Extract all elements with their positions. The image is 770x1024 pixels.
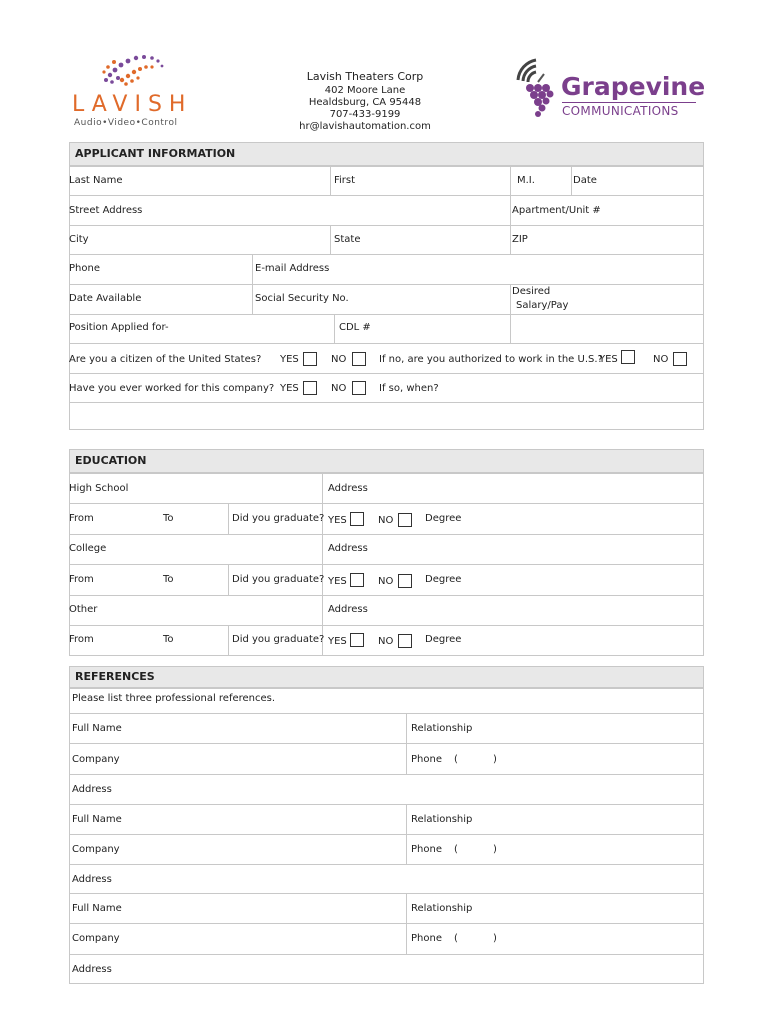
ref2-relationship-label: Relationship — [411, 814, 473, 825]
position-label: Position Applied for- — [69, 322, 169, 333]
other-address-label: Address — [328, 604, 368, 615]
college-label: College — [69, 543, 107, 554]
other-degree-label: Degree — [425, 634, 462, 645]
ref3-paren-close: ) — [493, 933, 497, 944]
ref3-phone-label: Phone — [411, 933, 442, 944]
ref1-company-label: Company — [72, 754, 120, 765]
ref2-paren-open: ( — [454, 844, 458, 855]
citizen-yes-label: YES — [280, 354, 299, 365]
other-no-checkbox[interactable] — [398, 634, 412, 648]
company-city: Healdsburg, CA 95448 — [308, 97, 422, 108]
ref2-full-name-label: Full Name — [72, 814, 122, 825]
college-yes-checkbox[interactable] — [350, 573, 364, 587]
cdl-label: CDL # — [339, 322, 371, 333]
high-school-label: High School — [69, 483, 129, 494]
citizen-yes-checkbox[interactable] — [303, 352, 317, 366]
high-school-no-label: NO — [378, 515, 394, 526]
phone-label: Phone — [69, 263, 100, 274]
last-name-label: Last Name — [69, 175, 123, 186]
high-school-degree-label: Degree — [425, 513, 462, 524]
worked-no-checkbox[interactable] — [352, 381, 366, 395]
zip-label: ZIP — [512, 234, 528, 245]
ref2-paren-close: ) — [493, 844, 497, 855]
high-school-yes-label: YES — [328, 515, 347, 526]
references-section — [69, 688, 704, 984]
authorized-yes-label: YES — [599, 354, 618, 365]
citizen-no-checkbox[interactable] — [352, 352, 366, 366]
ref3-relationship-label: Relationship — [411, 903, 473, 914]
worked-yes-checkbox[interactable] — [303, 381, 317, 395]
ref3-address-label: Address — [72, 964, 112, 975]
ref1-address-label: Address — [72, 784, 112, 795]
authorized-question: If no, are you authorized to work in the U.S.? — [379, 354, 603, 365]
grapevine-divider — [562, 102, 696, 103]
company-email: hr@lavishautomation.com — [299, 121, 431, 132]
lavish-tagline: Audio•Video•Control — [74, 118, 178, 128]
worked-question: Have you ever worked for this company? — [69, 383, 275, 394]
high-school-from-label: From — [69, 513, 94, 524]
college-graduate-question: Did you graduate? — [232, 574, 325, 585]
college-degree-label: Degree — [425, 574, 462, 585]
ref2-company-label: Company — [72, 844, 120, 855]
college-yes-label: YES — [328, 576, 347, 587]
company-street: 402 Moore Lane — [324, 85, 406, 96]
authorized-yes-checkbox[interactable] — [621, 350, 635, 364]
high-school-no-checkbox[interactable] — [398, 513, 412, 527]
citizen-no-label: NO — [331, 354, 347, 365]
city-label: City — [69, 234, 89, 245]
references-section-header — [69, 666, 704, 688]
worked-yes-label: YES — [280, 383, 299, 394]
ref3-paren-open: ( — [454, 933, 458, 944]
authorized-no-label: NO — [653, 354, 669, 365]
education-section-title: EDUCATION — [75, 454, 147, 467]
high-school-address-label: Address — [328, 483, 368, 494]
grapevine-wordmark: Grapevine — [561, 72, 706, 101]
worked-no-label: NO — [331, 383, 347, 394]
college-to-label: To — [163, 574, 174, 585]
college-no-label: NO — [378, 576, 394, 587]
date-available-label: Date Available — [69, 293, 142, 304]
street-address-label: Street Address — [69, 205, 143, 216]
high-school-yes-checkbox[interactable] — [350, 512, 364, 526]
other-from-label: From — [69, 634, 94, 645]
lavish-swirl-icon — [96, 50, 168, 92]
other-graduate-question: Did you graduate? — [232, 634, 325, 645]
college-address-label: Address — [328, 543, 368, 554]
ref1-full-name-label: Full Name — [72, 723, 122, 734]
first-name-label: First — [334, 175, 356, 186]
other-school-label: Other — [69, 604, 98, 615]
other-yes-checkbox[interactable] — [350, 633, 364, 647]
company-name: Lavish Theaters Corp — [306, 70, 424, 83]
ref2-phone-label: Phone — [411, 844, 442, 855]
authorized-no-checkbox[interactable] — [673, 352, 687, 366]
desired-label: Desired — [512, 286, 551, 297]
references-intro: Please list three professional references. — [72, 693, 276, 704]
email-label: E-mail Address — [255, 263, 330, 274]
ref1-paren-close: ) — [493, 754, 497, 765]
lavish-wordmark: LAVISH — [72, 92, 193, 117]
ref1-relationship-label: Relationship — [411, 723, 473, 734]
references-section-title: REFERENCES — [75, 670, 155, 683]
other-yes-label: YES — [328, 636, 347, 647]
grape-signal-icon — [514, 56, 562, 122]
company-phone: 707-433-9199 — [329, 109, 401, 120]
education-section-header — [69, 449, 704, 473]
ref2-address-label: Address — [72, 874, 112, 885]
ref1-paren-open: ( — [454, 754, 458, 765]
ref3-full-name-label: Full Name — [72, 903, 122, 914]
ssn-label: Social Security No. — [255, 293, 349, 304]
middle-initial-label: M.I. — [517, 175, 535, 186]
salary-pay-label: Salary/Pay — [516, 300, 569, 311]
high-school-graduate-question: Did you graduate? — [232, 513, 325, 524]
when-question: If so, when? — [379, 383, 439, 394]
applicant-section-title: APPLICANT INFORMATION — [75, 147, 236, 160]
high-school-to-label: To — [163, 513, 174, 524]
grapevine-subtitle: COMMUNICATIONS — [562, 104, 679, 118]
ref1-phone-label: Phone — [411, 754, 442, 765]
citizen-question: Are you a citizen of the United States? — [69, 354, 262, 365]
other-to-label: To — [163, 634, 174, 645]
college-from-label: From — [69, 574, 94, 585]
state-label: State — [334, 234, 361, 245]
date-label: Date — [573, 175, 597, 186]
college-no-checkbox[interactable] — [398, 574, 412, 588]
apartment-label: Apartment/Unit # — [512, 205, 601, 216]
other-no-label: NO — [378, 636, 394, 647]
ref3-company-label: Company — [72, 933, 120, 944]
